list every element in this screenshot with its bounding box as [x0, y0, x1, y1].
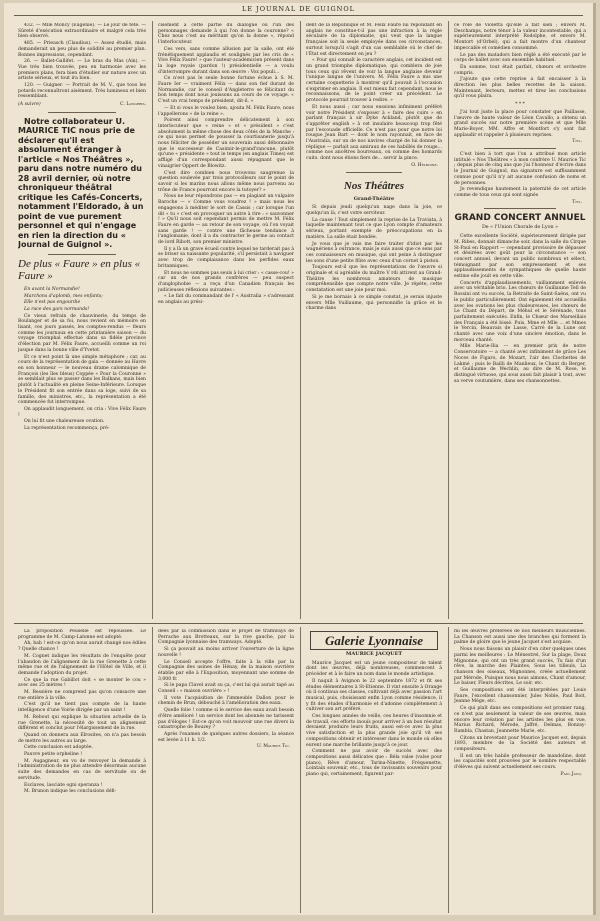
article-paragraph: Mlle Marie-Ilia — en premier prix de notre Conservatoire — a chanté avec infiniment de grâce Les Noces de Figaro, de Mozart, l'air des Clochettes de Lakmé ; puis le Bailli de Manlieux, le Chant du Berger, et Guillaume de Wechlin, au dire de M. Rose, le distingué virtuose, qui sous aussi fait plaisir à tout, avec sa verve coutumière, dans ses chansonnettes. [454, 344, 586, 384]
article-paragraph: M. Cognet indique les résultats de l'enquête pour l'abandon de l'alignement de la rue Grenette à cette même rue et de l'alignement de l'Hôtel de Ville, et il demande l'adoption du projet. [18, 653, 146, 676]
divider [346, 172, 402, 173]
bottom-column-2 [158, 629, 294, 911]
article-paragraph: M. Augagneur, en vu de renvoyer la demande à l'administration de ne plus attendre désormais aucune suite des demandes en cas de servitude ou de servitude. [18, 758, 146, 781]
section-title-theatres: Nos Théâtres [343, 179, 405, 192]
epigraph-line: Elle n'est pas engourdie [24, 300, 81, 306]
article-paragraph: J'ajoute que cette reprise a fait encaisser à la direction les plus belles recettes de la saison. Maintenant, lecteurs, mettez et tirez les conclusions qu'il vous plaira. [454, 77, 586, 100]
column-rule [448, 627, 449, 913]
salon-entry: 432. — Mlle Moncy (Eugénie). — Le jour de fête. — Sûreté d'exécution extraordinaire et malgré cela très bien observé. [18, 23, 146, 40]
section-title-galerie: Galerie Lyonnaise [310, 631, 438, 650]
bottom-column-3 [306, 629, 442, 911]
article-paragraph: Ce que la rue Gabillot doit « se monter le cou » avec ses 25 mètres ! [18, 677, 146, 689]
article-paragraph: Et nous ne sommes pas seuls à lui crier : « casse-cou! » car un de nos grands confrères — peu suspect d'anglophobie — a reçu d'un Canadien français les judicieuses réflexions suivantes : [158, 270, 294, 293]
article-paragraph: Après l'examen de quelques autres dossiers, la séance est levée à 11 h. 1/2. [158, 731, 294, 743]
article-paragraph: Il vote l'acquisition de l'immeuble Dallon pour le chemin de Brun, débouché à l'amélioration des eaux. [158, 695, 294, 707]
signature: Titl. [572, 139, 582, 145]
article-paragraph: Nous nous faisons un plaisir d'en citer quelques unes parmi les meilleures : Le Ménestrel, Sur la plage, Doux Mignonne, qui ont un très grand succès, Tu fais d'un rêve, la marche des Plaintes, Sous les tilleuls, La chanson des oiseaux, Mignonnes, créée actuellement par Mérode, Puisque nous nous aimons, Chant d'amour, Le baiser, Fleurs décrites, Le soir, etc. [454, 647, 586, 687]
asterisk-separator: * * * [515, 102, 525, 108]
article-paragraph: Cette conclusion est adoptée. [24, 745, 93, 751]
column-rule [300, 21, 301, 619]
article-paragraph: Ah, bah ! est-ce qu'on nous aurait changé nos édiles ? Quelle chance ! [18, 641, 146, 653]
article-paragraph: Le pas des matadors bien réglé a été exécuté par le corps de ballet avec son ensemble habituel. [454, 52, 586, 64]
article-paragraph: Je revendique hautement la paternité de cet article comme de tous ceux qui sont signés [454, 187, 586, 198]
subheading: Grand-Théâtre [353, 195, 395, 202]
salon-entry: 120. — Guigner. — Portrait de M. V., que tous les potards reconnaîtront aisément. Très lumineux et bien ressemblant. [18, 83, 146, 100]
article-paragraph: Je vous que je vais me faire traiter d'idiot par les wagnériens à outrance, mais je suis aussi que ce sens par ces connaisseurs en musique, qui ont peine à distinguer les sons d'une petite flûte avec ceux d'un cornet à piston. [306, 241, 442, 264]
article-paragraph: On lui fit une chaleureuse ovation. [24, 419, 105, 425]
signature: U. Maurice Tic. [256, 744, 290, 750]
article-paragraph: — Et si vous le voulez bien, ajouta M. Félix Faure, nous l'appellerons « de la reine ». [158, 105, 294, 117]
article-paragraph: Esclaves, lasciate ogni speranza ! [24, 782, 103, 788]
article-paragraph: Ce qui plaît dans ses compositions est promier rang, ce n'est pas seulement la valeur de ses œuvres, mais encore leur création par les artistes les plus en vue, Marius Richard, Mérode, Jaffré, Delmas, Bonzay-Rambla, Chastan, Jeannette Marie, etc. [454, 706, 586, 734]
divider [48, 254, 116, 255]
article-paragraph: « Le fait du commandant de l' « Australia » s'adressant en anglais au prési- [158, 294, 294, 306]
epigraph-line: Marchons d'aplomb, mes enfants; [24, 293, 103, 299]
article-paragraph: Poirent ainsi comprendre délicatement à son interlocuteur que « reine » et « président » c'est absolument la même chose des deux côtés de la Manche : ce qui nous permet de pousser la courtisanerie jusqu'à nous féliciter de posséder un souverain aussi débonnaire que le successeur de Casimir-le-grand'rancune, plutôt qu'une « présidente » tout le temps (en anglais Times) est affligé d'un correspondant aussi répugnant que le vinaigrier Oppert de Blowitz. [158, 118, 294, 169]
article-paragraph: On applaudit longuement, on cria : Vive Félix Faure ! [18, 406, 146, 418]
article-paragraph: Comment ne pas avoir de succès avec des compositions aussi délicates que : Béla valse (valse pour piano), Rêve d'amour, Tarina-Ninette, Fréquenette, Lointain souvenir, etc., tous de ravissants souvenirs pour piano qui, certainement, figurent par- [306, 749, 442, 778]
article-paragraph: dées par la commission dans le projet de tramways de Perrache aux Brotteaux, sur la rive gauche, par la Compagnie lyonnaise des tramways. Adopté. [158, 629, 294, 646]
bottom-column-1 [18, 629, 146, 911]
article-paragraph: ce rôle de Violetta qu'elle a fait sien ; envers M. Deschamps, notre ténor à la valeur incontestable, qui a supérieurement interprété Rodolphe, et envers M. Montort (d'Orbel), qui a fait montre d'un chanteur impeccable et comédien consommé. [454, 23, 586, 51]
article-paragraph: La cause ! Tout simplement la reprise de La Traviata, à laquelle maintenant tout ce que Lyon compte d'amateurs sérieux, portant exempte de préoccupations en la matière. La salle était bondée. [306, 217, 442, 240]
article-paragraph: Quand on donnera aux Elrosites, on n'a pas besoin de mettre les autres au large. [18, 732, 146, 744]
epigraph-line: La race des gars normands! [24, 306, 90, 312]
article-paragraph: Si depuis jeudi quelqu'un nage dans la joie, ce quelqu'un là, c'est votre serviteur. [306, 205, 442, 216]
column-2 [158, 23, 294, 621]
divider [484, 208, 556, 209]
article-title: De plus « Faure » en plus « Faure » [18, 257, 141, 282]
article-paragraph: M. Brunon indique les conclusions défi- [24, 789, 117, 795]
divider [48, 112, 116, 113]
column-4 [454, 23, 586, 621]
article-paragraph: Toujours est-il que les représentations de l'œuvre si originale et si agréable du maître V rdi attirent au Grand-Théâtre les nombreux amateurs de musique compréhensible que compte notre ville. Je répète, cette constatation est une joie pour moi. [306, 265, 442, 294]
signature: Paul Jacq. [560, 771, 582, 777]
signature: C. Longeris. [120, 102, 146, 108]
signature: O. Hélboine. [411, 162, 438, 168]
masthead: LE JOURNAL DE GUIGNOL [14, 5, 583, 16]
to-be-continued: (A suivre) [18, 102, 41, 108]
article-paragraph: C'est dire combien nous trouvons saugrenue la question soulevée par trois protocolleurs sur le point de savoir si les marins nous allons même nous parvenu au trône de France pourront encore la tutoyer? » [158, 170, 294, 193]
article-paragraph: En somme, tout était parfait, chœurs et orchestre compris. [454, 64, 586, 76]
article-paragraph: Quelle folie ! comme si le service des eaux avait besoin d'être amélioré ! un service dont les abonnés ne tarissent pas d'éloges ! Est-ce qu'on voit mouvoir une rue divers la catastrophe de Bouzey ? [158, 708, 294, 731]
concert-title: GRAND CONCERT ANNUEL [454, 213, 586, 224]
article-paragraph: M. Rebout qui explique la situation actuelle de la rue Grenette, la nécessité de tout un alignement différent et conclut pour l'élargissement de la rue. [18, 714, 146, 732]
subheading: MAURICE JACQUET [345, 651, 403, 657]
article-paragraph: Il naquit à Avignon le 22 septembre 1872 et fit ses études élémentaires à St-Etienne. Il vint ensuite à Orange où il continua ses classes, cultivant déjà avec passion l'art musical, puis, choisissant enfin Lyon comme résidence, il y fit des études d'harmonie et d'adonne complètement à cultiver son art préféré. [306, 678, 442, 713]
article-paragraph: Cette excellente Société, supérieurement dirigée par M. Ribes, donnait dimanche soir, dans la salle du Cirque St-Paul en Rapport — cependant provisoire de dépasser et désirées avec goût pour la circonstance — son concert annuel, devant un public nombreux et sélect, témoignant par son empressement et ses applaudissements de sympathiques de quelle haute estime elle jouit en cette ville. [454, 234, 586, 280]
column-rule [152, 21, 153, 619]
article-paragraph: Ce vieux refrain de chauvinerie, du temps de Boulanger et de sa foi, nous revient en mémoire en lisant, ces jours passés, les comptes-rendus — fleurs comme les journaux en cette printanière saison — du voyage triomphal effectué dans sa fidèle province d'élection par M. Félix Faure, accueilli comme un roi jusque dans la bonne ville d'Yvetot. [18, 313, 146, 353]
article-paragraph: Citons un brevetant pour Maurice Jacquet est, depuis 1893, membre de la Société des auteurs et compositeurs. [454, 735, 586, 753]
article-paragraph: Ce n'est pas le seule bonne fortune échue à S. M. Faure Ier — vraiment Félix — dans son fief durant de Normandie, car le conseil d'Angleterre se félicitant du bon temps dont nous jouissons au cours de ce voyage. « C'est un vrai temps de président, dit-il. » [158, 76, 294, 105]
article-paragraph: Pauvre petite orpheline ! [24, 752, 83, 758]
article-paragraph: Il est un très habile professeur de mandoline, dont les capacités sont prouvées par le nombre respectable d'élèves qui suivent actuellement ses cours. [454, 753, 586, 771]
article-paragraph: Le Conseil accepte l'offre, faite à la ville par la Compagnie des usines de Hénay, de la maison ouvrière établie par elle à l'Exposition, moyennant une somme de 3,000 fr. [158, 659, 294, 682]
article-paragraph: C'est qu'il ne tient pas compte de la haute intelligence d'une Voirie dirigée par un saint ! [18, 702, 146, 714]
column-rule [448, 21, 449, 619]
bottom-column-4 [454, 629, 586, 911]
signature: Titl. [572, 199, 582, 205]
concert-subtitle: De « l'Union Chorale de Lyon » [481, 225, 559, 231]
article-paragraph: Nous ne leur répondrons pas — en plagiant un vulgaire Baroche — « Comme vous voudrez ! » mais nous les engageons à méditer le sort de Cassis ; car lorsque l'un dit « tu » c'est en provoquer un autre à rire : « sauvonner ! » Qu'il nous soit cependant permis de mettre M. Félix Faure en garde — au retour de son voyage, où l'on voyait sans garde ! — contre une fâcheuse tendance à l'anglomanie, dont il a du contracter le germe au contact de lord Ribott, son premier ministre. [158, 194, 294, 246]
article-paragraph: La proposition Peuselle est repoussée. Le programme de M. Camp-Lalonne est adopté. [18, 629, 146, 640]
column-1 [18, 23, 146, 621]
article-paragraph: Si je me bornais à ce simple constat, je serais injuste envers Mlle Vuillaume, qui personnifie la grâce et le charme dans [306, 294, 442, 312]
notice-tic: Notre collaborateur U. MAURICE TIC nous prie de déclarer qu'il est absolument étranger à l'article « Nos Théâtres », paru dans notre numéro du 28 avril dernier, où notre chroniqueur théâtral critique les Cafés-Concerts, notamment l'Eldorado, à un point de vue purement personnel et qui n'engage en rien la direction du « Journal de Guignol ». [18, 116, 144, 250]
epigraph-line: En avant la Normandie! [24, 286, 80, 292]
article-paragraph: La représentation recommença, pré- [24, 426, 110, 432]
article-paragraph: Maurice Jacquet est un jeune compositeur de talent dont les œuvres, déjà nombreuses, commencent à précéder et à le faire un nom dans le monde artistique. [306, 660, 442, 678]
column-rule [152, 627, 153, 913]
article-paragraph: J'ai tout juste la place pour constater que Paillasse, l'œuvre de haute valeur de Léon Cavallo, a obtenu un grand succès sur notre première scène et que Mlle Marie-Boyer, MM. Affre et Montfort s'y sont fait applaudir et rappeler à plusieurs reprises. [454, 109, 586, 138]
article-paragraph: M. Bessière ne comprend pas qu'on consacre une rue entière à la ville. [18, 690, 146, 701]
article-paragraph: mi les œuvres préférées de nos meilleurs musiciennes. La Chanson est aussi une des branches qui forment la palme de gloire que le jeune Jacquet s'est acquise. [454, 629, 586, 646]
article-paragraph: Si le papa Clavel avait su ça, c'est lui qui aurait tapé au Conseil : « maison ouvrière » ! [158, 683, 294, 695]
column-3 [306, 23, 442, 621]
article-paragraph: Si ça pouvait au moins arriver l'ouverture de la ligne nouvelle ! [158, 647, 294, 658]
divider [484, 148, 556, 149]
article-paragraph: Il y a là un grave écueil contre lequel ne tarderait pas à se briser sa naissante popularité, s'il persistait à naviguer avec trop de complaisance dans les perfides eaux britanniques. [158, 246, 294, 269]
article-paragraph: cisément à cette partie du dialogue où l'un des personnages demande à qui l'on donne la couronne? « Chez nous c'est au méritant qu'on la donne », répond l'interlocuteur. [158, 23, 294, 46]
section-rule [14, 623, 583, 624]
article-paragraph: Et nous aussi ; car nous eussions infiniment préféré voir notre Président s'exposer à « faire des cuirs » en parlant français à sir Dyke Ackland, plutôt que de s'apprêter english » à cet insulaire beaucoup trop fêté par l'escouade officielle. Ce n'est pas pour que notre loi rouque Jean Bart — dont le nom rayonnait, en face de l'Australia, sur un de nos navires chargé de lui donner la réplique — parlait aux amiraux de ces habillés de rouge... comme nos ancêtres bourreaux, ou comme des homards cuits. dont nous étions fiers de... servir la pince. [306, 104, 442, 162]
article-paragraph: Et ce n'est point là une simple métaphore ; car, au cours de la représentation de gala — donnée au Havre en son honneur — le nouveau drame calomnique de François (les îles bleus) Coppée « Pour la Couronne » se semblait plus se passer dans les Balkans, mais bien plutôt à l'actualité en pleine Seine-Inférieure. Lorsque le Président fit son entrée dans sa loge, suivi de sa famille, des ministres, etc., la représentation a été commencée fut interrompue. [18, 354, 146, 406]
article-paragraph: Concerts d'applaudissements, vaillamment enlevés avec un véritable brio. Les chœurs de Guillaume Tell de Rossini ont vu succès, la Retraite de Saint-Saëns, ont vu le public particulièrement. Ont également été accueillis avec les ovations les plus chaleureuses, les chœurs de Le Chant du Départ, de Méhul et le Sérénade, tous parfaitement exécutés. Enfin, le Chœur des Marseillais des Français a été bissé. Puis, Mme et Mlle ... et Mmes le Vercin, Beauvais de Lasse, Carré de la Lune ont chanté avec une voix d'une sincère émotion, dans le morceau chanté. [454, 280, 586, 343]
article-paragraph: Ses compositions ont été interprétées par Louis Faure, l'excellent chansonnier, Jules Noble, Paul Boit, Jeanne Mége, etc. [454, 688, 586, 705]
article-paragraph: dent de la République et M. Félix Faure lui répondant en anglais ne constitue-t-il pas une infraction à la règle séculaire de la diplomatie, qui veut que la langue française soit la seule employée dans ces circonstances, surtout lorsqu'il s'agit d'un cas semblable où le chef de l'État est directement en jeu ? [306, 23, 442, 57]
article-paragraph: C'est bien à tort que l'on a attribué mon article intitulé « Nos Théâtres » à mon confrère U. Maurice Tic ; depuis plus de cinq ans que j'ai l'honneur d'écrire dans le Journal de Guignol, ma signature est suffisamment connue pour qu'il n'y ait aucune confusion de noms et de personnes. [454, 152, 586, 186]
column-rule [300, 627, 301, 913]
salon-entry: 485. — Prieasch (Claudius). — Assez étudié, mais demanderait un peu plus de solidité au premier plan. Bonnes impressions, cependant. [18, 41, 146, 58]
salon-entry: 26. — Ballet-Gallifet. — Le bras du Mas (Ain). — Vue très bien trouvée, peu en harmonie avec les premiers plans, fera bien d'étudier sur nature avec un artiste sérieux, et tout ira bien. [18, 59, 146, 82]
article-paragraph: Ces longues années de veille, ces heures d'insomnie et de travail, ces efforts inouïs pour arriver à un bon résultat devaient produire leurs fruits, aussi est-ce avec la plus vive satisfaction et la plus grande joie qu'il vit ses compositions obtenir et intéresser dans le monde où elles eurent une marche brillante jusqu'à ce jour. [306, 714, 442, 748]
article-paragraph: « Pour qui connaît le caractère anglais, cet incident est un grand triomphe diplomatique, qui comblera de joie tous ceux qui rêvent de voir la langue anglaise devenir l'unique langue de l'univers. M. Félix Faure a mis une certaine coquetterie à montrer qu'il pouvait à l'occasion s'exprimer en anglais. Il eut mieux fait cependant, nous le reconnaissons, de le point créer un précédent. Le protocole pourrait trouver à redire. » [306, 58, 442, 104]
newspaper-page [4, 3, 596, 915]
article-paragraph: Ces vers, sans comme allusion par la salle, ont été frénétiquement applaudis et soulignés par les cris de « Vive Félix Faure! » que l'auteur-académicien présent dans la loge royale (pardon !) présidentielle — a voulu d'interrompre durant dans son œuvre : Vox populi... [158, 46, 294, 75]
